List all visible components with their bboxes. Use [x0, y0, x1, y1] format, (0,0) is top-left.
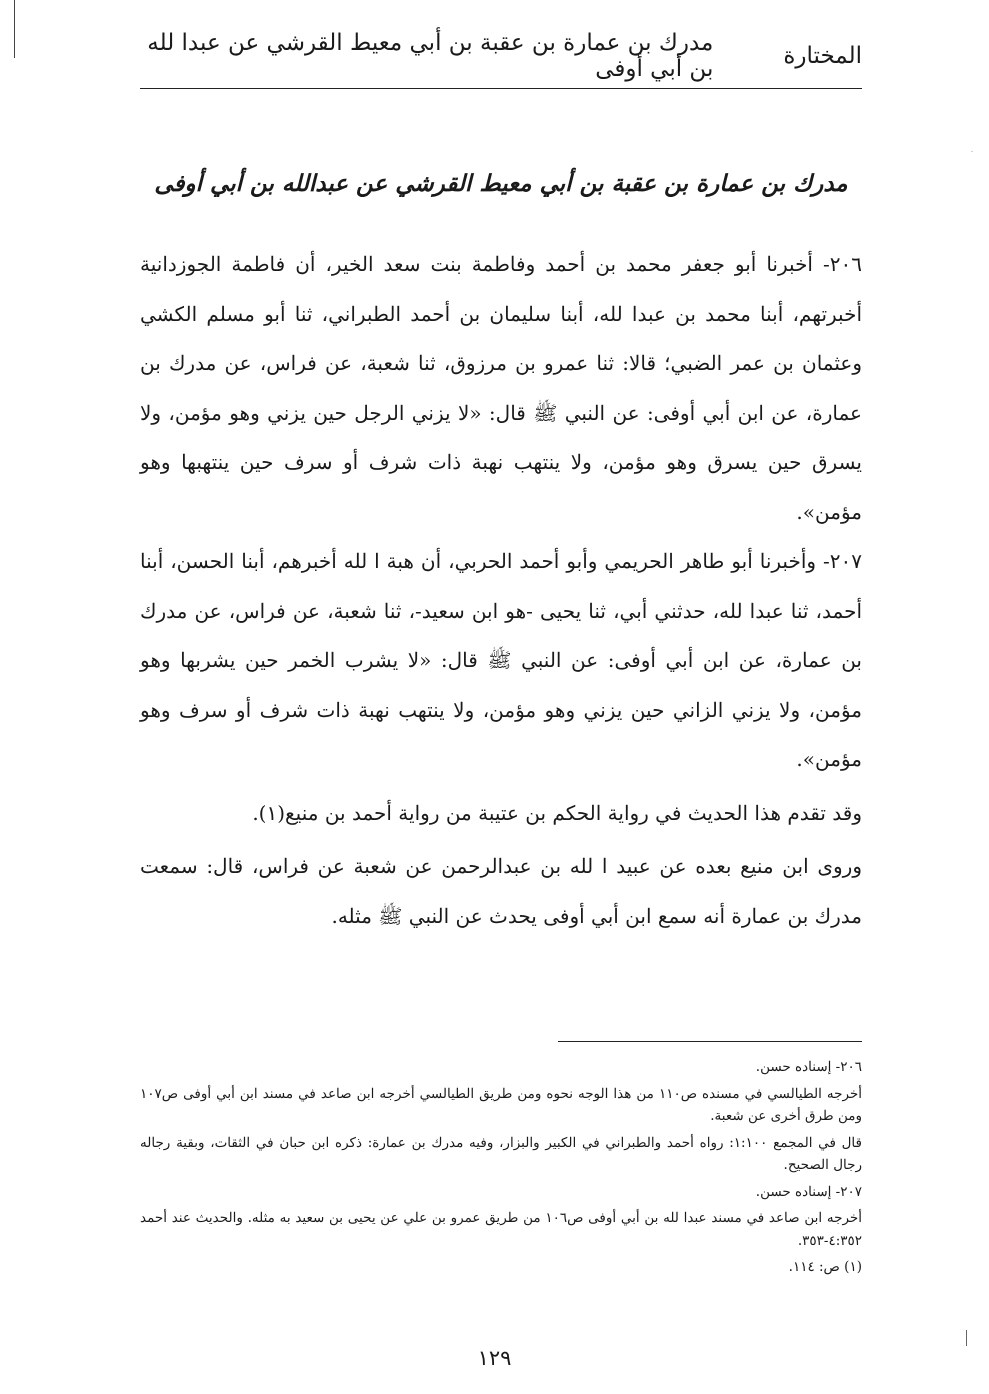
running-header: [140, 30, 862, 82]
footnote-item: ٢٠٦- إسناده حسن.: [755, 1059, 862, 1075]
header-section-name: مدرك بن عمارة بن عقبة بن أبي معيط القرشي عن عبدا لله بن أبي أوفى: [147, 30, 714, 82]
narration-paragraph: وروى ابن منيع بعده عن عبيد ا لله بن عبدالرحمن عن شعبة عن فراس، قال: سمعت مدرك بن عمارة أنه سمع ابن أبي أوفى يحدث عن النبي ﷺ مثله.: [140, 854, 862, 928]
hadith-207: ٢٠٧- وأخبرنا أبو طاهر الحريمي وأبو أحمد الحربي، أن هبة ا لله أخبرهم، أبنا الحسن، أبنا أحمد، ثنا عبدا لله، حدثني أبي، ثنا يحيى -هو ابن سعيد-، ثنا شعبة، عن فراس، عن مدرك بن عمارة، عن ابن أبي أوفى: عن النبي ﷺ قال: «لا يشرب الخمر حين يشربها وهو مؤمن، ولا يزني الزاني حين يزني وهو مؤمن، ولا ينتهب نهبة ذات شرف أو سرف وهو مؤمن».: [140, 549, 862, 771]
footnote-item: أخرجه ابن صاعد في مسند عبدا لله بن أبي أوفى ص١٠٦ من طريق عمرو بن علي عن يحيى بن سعيد به مثله. والحديث عند أحمد ٤:٣٥٢-٣٥٣.: [140, 1210, 862, 1249]
header-rule: [140, 88, 862, 89]
footnote-rule: [558, 1041, 862, 1042]
footnote-item: (١) ص: ١١٤.: [788, 1259, 862, 1275]
footnotes: [140, 1056, 862, 1279]
page-number: ١٢٩: [477, 1346, 512, 1370]
header-book-name: المختارة: [783, 43, 862, 69]
hadith-206: ٢٠٦- أخبرنا أبو جعفر محمد بن أحمد وفاطمة بنت سعد الخير، أن فاطمة الجوزدانية أخبرتهم، أبنا محمد بن عبدا لله، أبنا سليمان بن أحمد الطبراني، ثنا أبو مسلم الكشي وعثمان بن عمر الضبي؛ قالا: ثنا عمرو بن مرزوق، ثنا شعبة، عن فراس، عن مدرك بن عمارة، عن ابن أبي أوفى: عن النبي ﷺ قال: «لا يزني الرجل حين يزني وهو مؤمن، ولا يسرق حين يسرق وهو مؤمن، ولا ينتهب نهبة ذات شرف أو سرف حين ينتهبها وهو مؤمن».: [140, 252, 862, 524]
footnote-item: أخرجه الطيالسي في مسنده ص١١٠ من هذا الوجه نحوه ومن طريق الطيالسي أخرجه ابن صاعد في مسند ابن أبي أوفى ص١٠٧ ومن طرق أخرى عن شعبة.: [140, 1085, 862, 1124]
note-paragraph: وقد تقدم هذا الحديث في رواية الحكم بن عتيبة من رواية أحمد بن منيع(١).: [252, 800, 862, 825]
margin-tick: [966, 1330, 967, 1346]
main-text: [140, 240, 862, 941]
gutter-line: [14, 0, 15, 58]
footnote-item: قال في المجمع ١:١٠٠: رواه أحمد والطبراني في الكبير والبزار، وفيه مدرك بن عمارة: ذكره ابن حبان في الثقات، وبقية رجاله رجال الصحيح.: [140, 1134, 863, 1173]
footnote-item: ٢٠٧- إسناده حسن.: [755, 1183, 862, 1200]
chapter-title: مدرك بن عمارة بن عقبة بن أبي معيط القرشي عن عبدالله بن أبي أوفى: [154, 170, 848, 197]
